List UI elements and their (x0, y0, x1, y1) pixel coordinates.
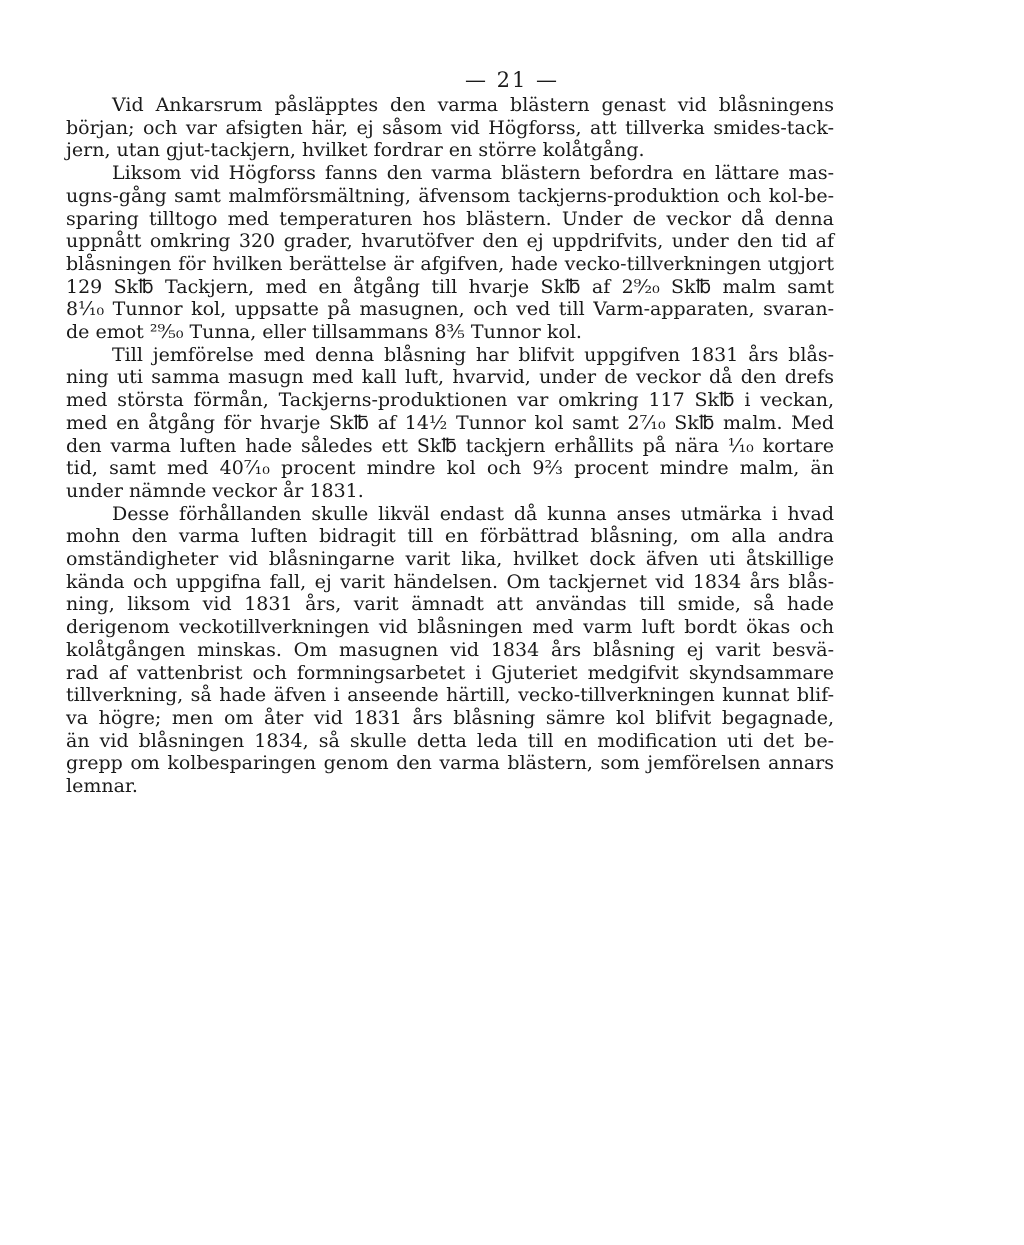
text-line: va högre; men om åter vid 1831 års blåsning sämre kol blifvit begagnade, (66, 706, 834, 729)
text-line: uppnått omkring 320 grader, hvarutöfver den ej uppdrifvits, under den tid af (66, 230, 834, 253)
text-line: med största förmån, Tackjerns-produktionen var omkring 117 Sk℔ i veckan, (66, 389, 834, 412)
page-number: — 21 — (464, 68, 560, 92)
text-line: kända och uppgifna fall, ej varit händelsen. Om tackjernet vid 1834 års blås- (66, 570, 834, 593)
body-text (66, 94, 834, 798)
text-line: tid, samt med 40⁷⁄₁₀ procent mindre kol och 9²⁄₃ procent mindre malm, än (66, 457, 834, 480)
text-line: Desse förhållanden skulle likväl endast då kunna anses utmärka i hvad (112, 502, 834, 525)
text-line: tillverkning, så hade äfven i anseende härtill, vecko-tillverkningen kunnat blif- (66, 684, 834, 707)
text-line: än vid blåsningen 1834, så skulle detta leda till en modification uti det be- (66, 729, 834, 752)
text-line: 129 Sk℔ Tackjern, med en åtgång till hvarje Sk℔ af 2⁹⁄₂₀ Sk℔ malm samt (66, 275, 834, 298)
text-line: jern, utan gjut-tackjern, hvilket fordrar en större kolåtgång. (66, 139, 645, 162)
text-line: ugns-gång samt malmförsmältning, äfvensom tackjerns-produktion och kol-be- (66, 184, 834, 207)
text-line: Liksom vid Högforss fanns den varma blästern befordra en lättare mas- (112, 162, 834, 185)
text-line: Vid Ankarsrum påsläpptes den varma blästern genast vid blåsningens (112, 94, 834, 116)
text-line: Till jemförelse med denna blåsning har blifvit uppgifven 1831 års blås- (112, 343, 834, 366)
text-line: med en åtgång för hvarje Sk℔ af 14½ Tunnor kol samt 2⁷⁄₁₀ Sk℔ malm. Med (66, 411, 834, 434)
text-line: lemnar. (66, 775, 138, 798)
text-line: ning uti samma masugn med kall luft, hvarvid, under de veckor då den drefs (66, 366, 834, 389)
text-line: 8¹⁄₁₀ Tunnor kol, uppsatte på masugnen, och ved till Varm-apparaten, svaran- (66, 298, 834, 321)
text-line: ning, liksom vid 1831 års, varit ämnadt att användas till smide, så hade (66, 593, 834, 616)
paragraph (66, 344, 834, 503)
text-line: den varma luften hade således ett Sk℔ tackjern erhållits på nära ¹⁄₁₀ kortare (66, 434, 834, 457)
text-line: derigenom veckotillverkningen vid blåsningen med varm luft bordt ökas och (66, 616, 834, 639)
text-line: de emot ²⁹⁄₅₀ Tunna, eller tillsammans 8³⁄₅ Tunnor kol. (66, 321, 582, 344)
paragraph (66, 162, 834, 344)
text-line: omständigheter vid blåsningarne varit lika, hvilket dock äfven uti åtskillige (66, 548, 834, 571)
text-line: sparing tilltogo med temperaturen hos blästern. Under de veckor då denna (66, 207, 834, 230)
text-line: kolåtgången minskas. Om masugnen vid 1834 års blåsning ej varit besvä- (66, 638, 834, 661)
paragraph (66, 503, 834, 798)
paragraph (66, 94, 834, 162)
text-line: grepp om kolbesparingen genom den varma blästern, som jemförelsen annars (66, 752, 834, 775)
text-line: under nämnde veckor år 1831. (66, 479, 364, 502)
text-line: början; och var afsigten här, ej såsom vid Högforss, att tillverka smides-tack- (66, 116, 834, 139)
text-line: mohn den varma luften bidragit till en förbättrad blåsning, om alla andra (66, 525, 834, 548)
text-line: rad af vattenbrist och formningsarbetet i Gjuteriet medgifvit skyndsammare (66, 661, 834, 684)
text-line: blåsningen för hvilken berättelse är afgifven, hade vecko-tillverkningen utgjort (66, 252, 834, 275)
